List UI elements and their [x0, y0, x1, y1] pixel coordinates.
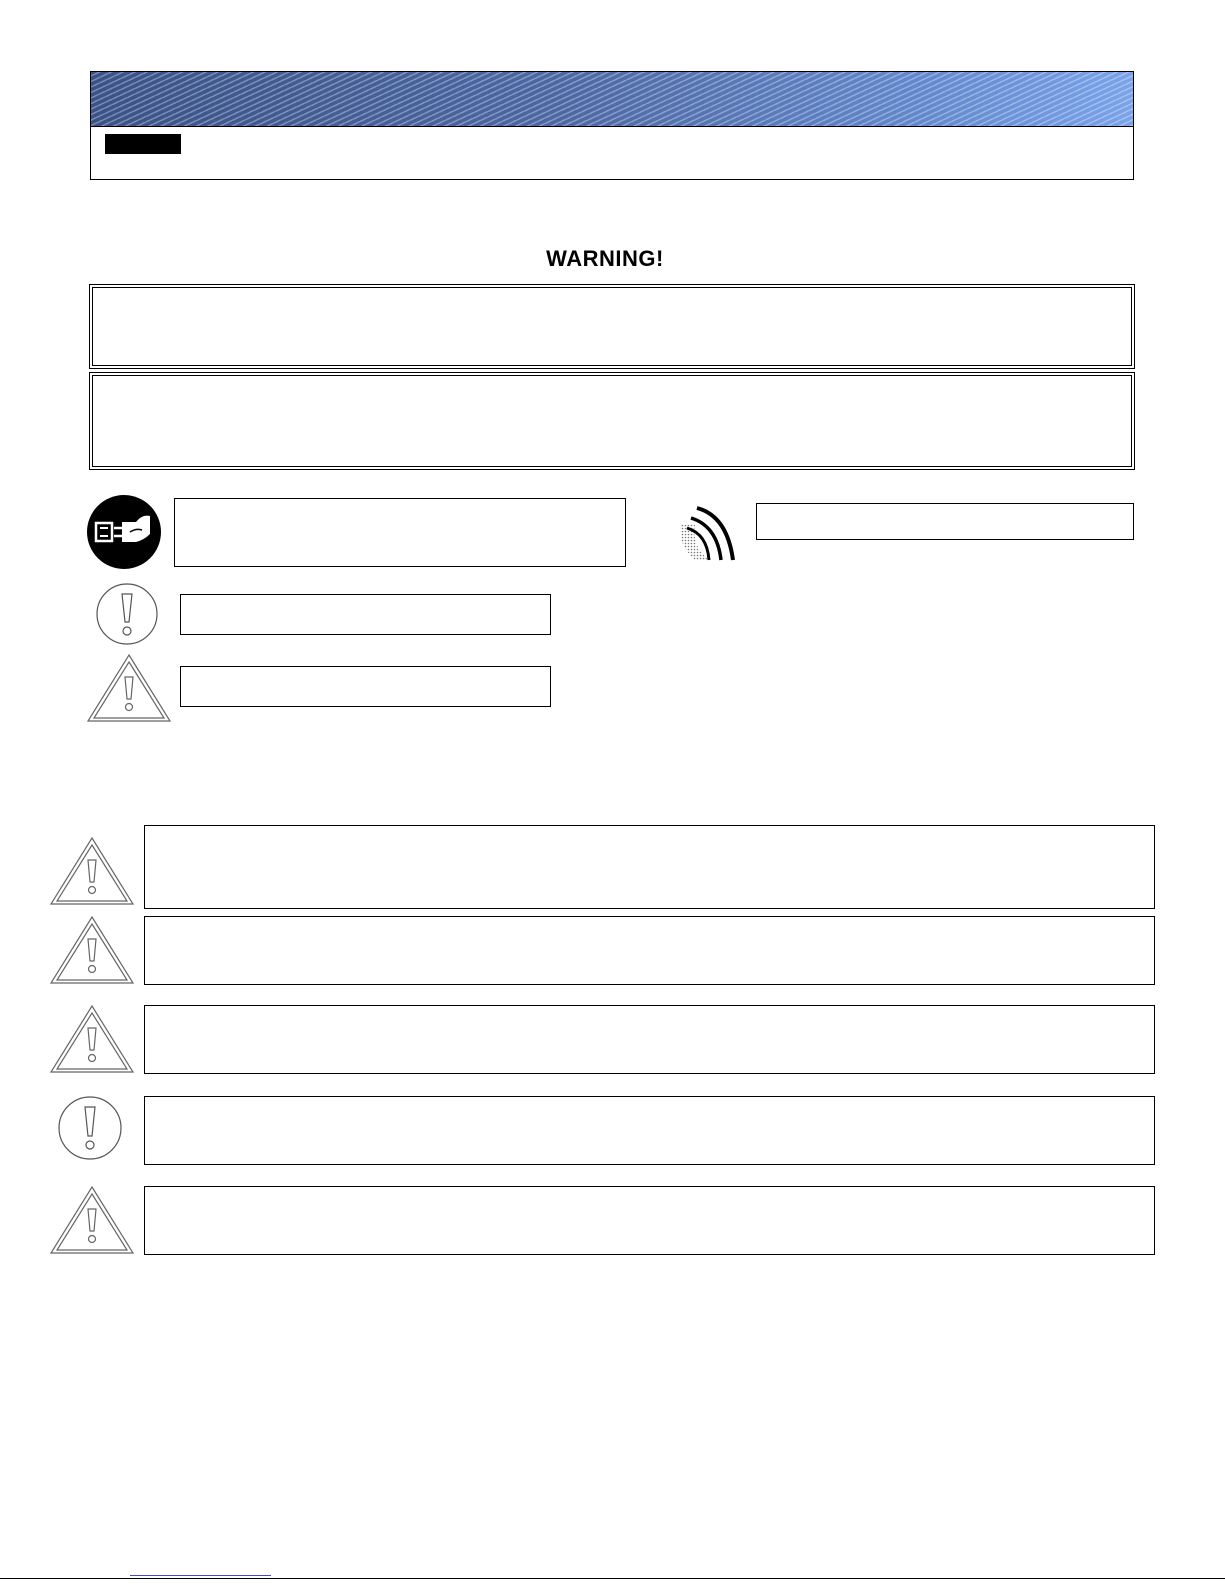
- warning-box: [89, 372, 1135, 470]
- unplug-notice-box: [174, 498, 626, 567]
- caution-triangle-icon: [49, 915, 135, 985]
- caution-triangle-icon: [49, 836, 135, 906]
- noise-notice-box: [756, 503, 1134, 540]
- warning-heading: WARNING!: [546, 246, 664, 271]
- caution-triangle-icon: [49, 1185, 135, 1255]
- unplug-icon: [86, 494, 162, 570]
- caution-triangle-icon: [86, 653, 172, 723]
- caution-note-box: [144, 825, 1155, 909]
- caution-note-box: [144, 916, 1155, 985]
- caution-triangle-icon: [49, 1004, 135, 1074]
- warning-box: [89, 284, 1135, 369]
- mandatory-action-icon: [95, 582, 159, 646]
- header-tag: [105, 134, 181, 154]
- mandatory-action-icon: [57, 1095, 123, 1161]
- header-stripe: [91, 72, 1133, 127]
- noise-icon: [675, 500, 745, 566]
- caution-notice-box: [180, 666, 551, 707]
- caution-note-box: [144, 1186, 1155, 1255]
- mandatory-notice-box: [180, 594, 551, 635]
- caution-note-box: [144, 1005, 1155, 1074]
- header-band: [90, 71, 1134, 180]
- footer-rule: [0, 1578, 1225, 1579]
- footer-link[interactable]: [130, 1575, 271, 1576]
- mandatory-note-box: [144, 1096, 1155, 1165]
